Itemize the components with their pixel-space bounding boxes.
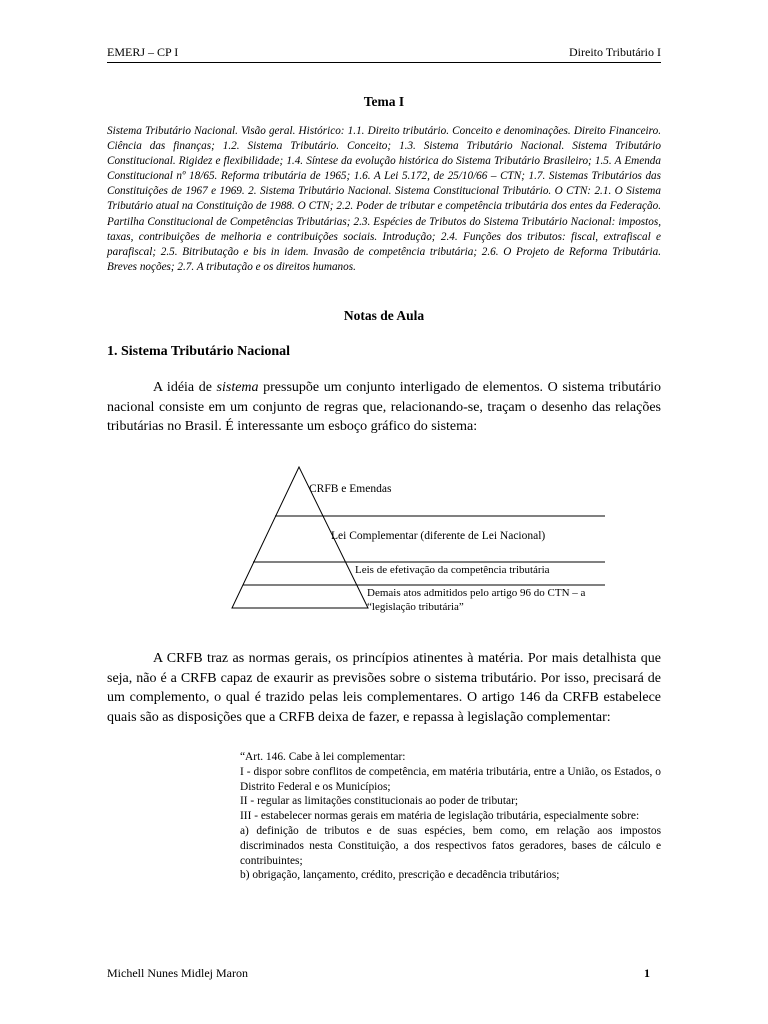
diagram-level-leis-efetivacao: Leis de efetivação da competência tributária xyxy=(355,564,550,576)
tema-title: Tema I xyxy=(363,94,405,109)
crfb-paragraph xyxy=(107,649,661,727)
quote-line-header: “Art. 146. Cabe à lei complementar: xyxy=(240,751,406,763)
notas-title: Notas de Aula xyxy=(343,308,425,323)
diagram-level-lei-complementar: Lei Complementar (diferente de Lei Nacional) xyxy=(331,530,546,542)
header-left-text: EMERJ – CP I xyxy=(107,45,179,59)
footer-author: Michell Nunes Midlej Maron xyxy=(107,966,248,980)
para1-emphasis: sistema xyxy=(216,380,259,395)
diagram-level-legislacao: “legislação tributária” xyxy=(367,601,464,613)
diagram-level-crfb: CRFB e Emendas xyxy=(309,483,392,495)
quote-line-a: a) definição de tributos e de suas espécies, bem como, em relação aos impostos discriminados nesta Constituição, a dos respectivos fatos geradores, bases de cálculo e contribuintes; xyxy=(240,824,661,867)
para1-before: A idéia de xyxy=(153,380,217,395)
topic-summary: Sistema Tributário Nacional. Visão geral. Histórico: 1.1. Direito tributário. Conceito e denominações. Direito Financeiro. Ciência das finanças; 1.2. Sistema Tributário. Conceito; 1.3. Sistema Tributário Nacional. Sistema Tributário Constitucional. Rigidez e flexibilidade; 1.4. Síntese da evolução histórica do Sistema Tributário Brasileiro; 1.5. A Emenda Constitucional nº 18/65. Reforma tributária de 1965; 1.6. A Lei 5.172, de 25/10/66 – CTN; 1.7. Sistemas Tributários das Constituições de 1967 e 1969. 2. Sistema Tributário Nacional. Sistema Constitucional Tributário. O CTN: 2.1. O Sistema Tributário atual na Constituição de 1988. O CTN; 2.2. Poder de tributar e competência tributária dos entes da Federação. Partilha Constitucional de Competências Tributárias; 2.3. Espécies de Tributos do Sistema Tributário Nacional: impostos, taxas, contribuições de melhoria e contribuições sociais. Introdução; 2.4. Funções dos tributos: fiscal, extrafiscal e parafiscal; 2.5. Bitributação e bis in idem. Invasão de competência tributária; 2.6. O Projeto de Reforma Tributária. Breves noções; 2.7. A tributação e os direitos humanos. xyxy=(107,125,661,273)
article-146-quote xyxy=(240,750,661,883)
quote-line-b: b) obrigação, lançamento, crédito, prescrição e decadência tributários; xyxy=(240,869,560,882)
header-right-text: Direito Tributário I xyxy=(569,45,661,59)
para2-text: A CRFB traz as normas gerais, os princípios atinentes à matéria. Por mais detalhista que seja, não é a CRFB capaz de exaurir as previsões sobre o sistema tributário. Por isso, precisará de um complemento, o qual é trazido pelas leis complementares. O artigo 146 da CRFB estabelece quais são as disposições que a CRFB deixa de fazer, e repassa à legislação complementar: xyxy=(107,651,661,725)
quote-line-iii: III - estabelecer normas gerais em matéria de legislação tributária, especialmente sobre: xyxy=(240,810,640,823)
quote-line-ii: II - regular as limitações constitucionais ao poder de tributar; xyxy=(240,795,519,808)
section-heading: 1. Sistema Tributário Nacional xyxy=(107,344,291,359)
para1-after: pressupõe um conjunto interligado de elementos. O sistema tributário nacional consiste em um conjunto de regras que, relacionando-se, traçam o desenho das relações tributárias no Brasil. É interessante um esboço gráfico do sistema: xyxy=(107,380,661,435)
page-number: 1 xyxy=(644,966,650,980)
diagram-level-demais-atos: Demais atos admitidos pelo artigo 96 do CTN – a xyxy=(367,587,586,599)
quote-line-i: I - dispor sobre conflitos de competência, em matéria tributária, entre a União, os Estados, o Distrito Federal e os Municípios; xyxy=(240,765,661,793)
